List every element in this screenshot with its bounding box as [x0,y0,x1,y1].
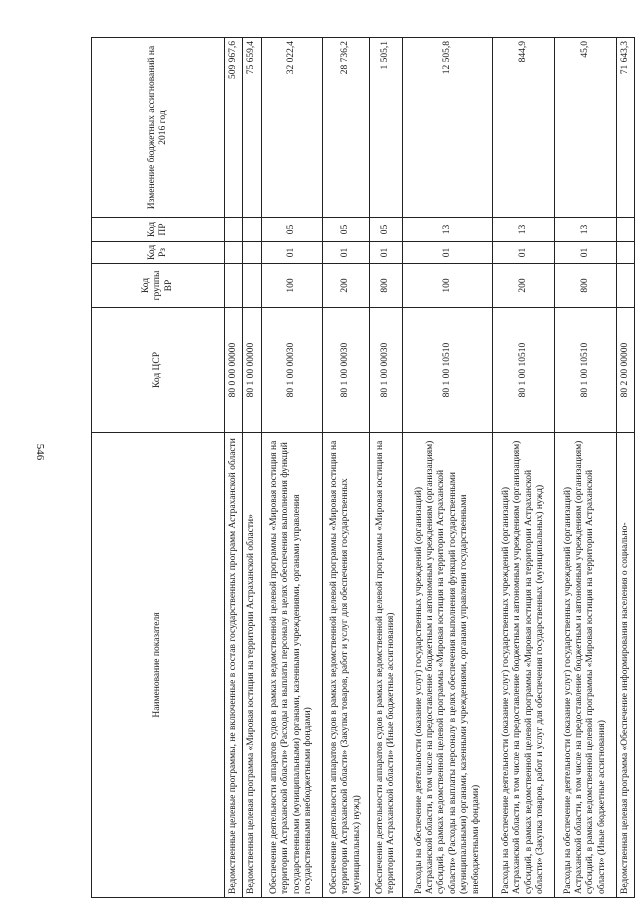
row-csr: 80 1 00 00030 [323,308,370,433]
row-csr: 80 1 00 00030 [261,308,323,433]
row-pr [616,218,634,242]
table-row [370,38,403,898]
row-vr: 200 [493,264,555,308]
row-rz [243,242,261,264]
row-name: Ведомственная целевая программа «Обеспечение информирования населения о социально- [616,433,634,898]
row-name: Обеспечение деятельности аппаратов судов в рамках ведомственной целевой программы «Мировая юстиция на территории Астраханской области» (Закупка товаров, работ и услуг для обеспечения государственных (муниципальных) нужд) [323,433,370,898]
row-amount: 844,9 [493,38,555,218]
row-name: Расходы на обеспечение деятельности (оказание услуг) государственных учреждений (организаций) Астраханской области, в том числе на предоставление бюджетным и автономным учреждениям (организациям) субсидий, в рамках ведомственной целевой программы «Мировая юстиция на территории Астраханской области» (Расходы на выплаты персоналу в целях обеспечения выполнения функций государственными (муниципальными) органами, казенными учреждениями, органами управления государственными внебюджетными фондами) [402,433,493,898]
row-rz: 01 [261,242,323,264]
row-vr: 800 [555,264,617,308]
table-row [616,38,634,898]
row-amount: 71 643,3 [616,38,634,218]
header-csr: Код ЦСР [92,308,225,433]
row-amount: 28 736,2 [323,38,370,218]
row-rz: 01 [493,242,555,264]
table-row [323,38,370,898]
row-amount: 45,0 [555,38,617,218]
row-csr: 80 0 00 00000 [225,308,243,433]
row-rz: 01 [323,242,370,264]
row-pr: 13 [402,218,493,242]
row-vr: 200 [323,264,370,308]
row-name: Ведомственная целевая программа «Мировая юстиция на территории Астраханской области» [243,433,261,898]
table-row [261,38,323,898]
row-vr [243,264,261,308]
row-vr: 800 [370,264,403,308]
row-pr [225,218,243,242]
row-amount: 12 505,8 [402,38,493,218]
table-row [555,38,617,898]
row-name: Ведомственные целевые программы, не включенные в состав государственных программ Астраханской области [225,433,243,898]
row-name: Обеспечение деятельности аппаратов судов в рамках ведомственной целевой программы «Мировая юстиция на территории Астраханской области» (Иные бюджетные ассигнования) [370,433,403,898]
row-vr [616,264,634,308]
row-csr: 80 1 00 10510 [493,308,555,433]
row-vr: 100 [261,264,323,308]
row-rz [225,242,243,264]
header-pr: Код ПР [92,218,225,242]
table-header-row [92,38,225,898]
row-amount: 32 022,4 [261,38,323,218]
row-csr: 80 1 00 00000 [243,308,261,433]
row-csr: 80 1 00 00030 [370,308,403,433]
header-rz: Код Рз [92,242,225,264]
row-name: Расходы на обеспечение деятельности (оказание услуг) государственных учреждений (организаций) Астраханской области, в том числе на предоставление бюджетным и автономным учреждениям (организациям) субсидий, в рамках ведомственной целевой программы «Мировая юстиция на территории Астраханской области» (Закупка товаров, работ и услуг для обеспечения государственных (муниципальных) нужд) [493,433,555,898]
table-row [402,38,493,898]
table-row [225,38,243,898]
page-number: 546 [34,443,46,461]
row-name: Обеспечение деятельности аппаратов судов в рамках ведомственной целевой программы «Мировая юстиция на территории Астраханской области» (Расходы на выплаты персоналу в целях обеспечения выполнения функций государственными (муниципальными) органами, казенными учреждениями, органами управления государственными внебюджетными фондами) [261,433,323,898]
row-amount: 509 967,6 [225,38,243,218]
rotated-table-container [91,38,635,898]
row-csr: 80 2 00 00000 [616,308,634,433]
row-pr: 13 [493,218,555,242]
table-row [243,38,261,898]
table-row [493,38,555,898]
row-name: Расходы на обеспечение деятельности (оказание услуг) государственных учреждений (организаций) Астраханской области, в том числе на предоставление бюджетным и автономным учреждениям (организациям) субсидий, в рамках ведомственной целевой программы «Мировая юстиция на территории Астраханской области» (Иные бюджетные ассигнования) [555,433,617,898]
row-vr: 100 [402,264,493,308]
row-csr: 80 1 00 10510 [555,308,617,433]
row-rz: 01 [370,242,403,264]
row-vr [225,264,243,308]
row-rz: 01 [555,242,617,264]
header-amount: Изменение бюджетных ассигнований на 2016 год [92,38,225,218]
row-pr: 05 [323,218,370,242]
header-vr: Код группы ВР [92,264,225,308]
row-pr [243,218,261,242]
row-rz: 01 [402,242,493,264]
header-name: Наименование показателя [92,433,225,898]
row-pr: 05 [261,218,323,242]
row-pr: 05 [370,218,403,242]
row-rz [616,242,634,264]
row-csr: 80 1 00 10510 [402,308,493,433]
row-amount: 75 659,4 [243,38,261,218]
row-pr: 13 [555,218,617,242]
budget-table [91,37,635,898]
row-amount: 1 505,1 [370,38,403,218]
